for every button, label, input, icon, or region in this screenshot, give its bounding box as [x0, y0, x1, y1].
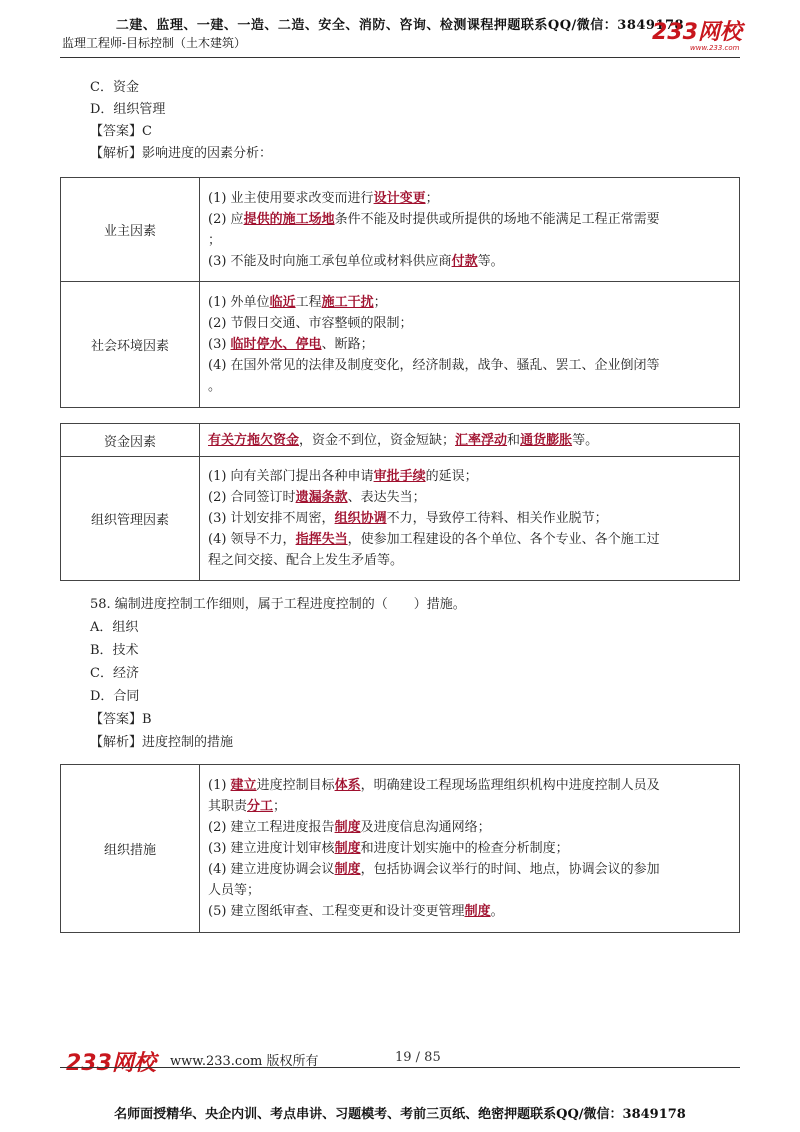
row-label: 组织管理因素 [61, 457, 200, 581]
content-line [208, 529, 733, 550]
text-segment: ； [208, 232, 222, 248]
content-line [208, 230, 733, 251]
q58-analysis: 【解析】进度控制的措施 [90, 735, 234, 750]
keyword-highlight: 临时停水、停电 [230, 337, 322, 352]
keyword-highlight: 制度 [334, 820, 361, 835]
text-segment: ，包括协调会议举行的时间、地点，协调会议的参加 [360, 862, 660, 877]
q58-question: 58. 编制进度控制工作细则，属于工程进度控制的（ ）措施。 [90, 597, 466, 612]
row-content [200, 178, 740, 282]
text-segment: 等。 [477, 253, 504, 269]
keyword-highlight: 审批手续 [373, 469, 426, 484]
content-line [208, 209, 733, 230]
table-row [61, 178, 740, 282]
keyword-highlight: 有关方拖欠资金 [208, 432, 300, 448]
text-segment: (1) 向有关部门提出各种申请 [208, 469, 374, 484]
content-line [208, 292, 733, 313]
text-segment: (3) 建立进度计划审核 [208, 841, 335, 856]
row-content [200, 457, 740, 581]
q58-option-b: B．技术 [90, 643, 139, 658]
content-line [208, 251, 733, 272]
table-row [61, 282, 740, 408]
content-line [208, 880, 733, 901]
keyword-highlight: 提供的施工场地 [243, 211, 335, 227]
footer-divider [60, 1067, 740, 1068]
text-segment: (4) 在国外常见的法律及制度变化，经济制裁，战争、骚乱、罢工、企业倒闭等 [208, 358, 660, 373]
row-content [200, 765, 740, 933]
keyword-highlight: 指挥失当 [295, 532, 348, 547]
content-line [208, 466, 733, 487]
keyword-highlight: 制度 [464, 904, 491, 919]
text-segment: 工程 [295, 295, 322, 310]
content-line [208, 901, 733, 922]
content-line [208, 796, 733, 817]
row-label: 资金因素 [61, 424, 200, 457]
row-label: 组织措施 [61, 765, 200, 933]
text-segment: (3) 计划安排不周密， [208, 511, 335, 526]
text-segment: (2) 应 [208, 211, 244, 227]
content-line [208, 859, 733, 880]
table-row [61, 765, 740, 933]
keyword-highlight: 分工 [247, 799, 274, 814]
text-segment: 进度控制目标 [256, 778, 335, 793]
table-row [61, 424, 740, 457]
text-segment: (3) [208, 337, 231, 352]
text-segment: 。 [490, 904, 504, 919]
text-segment: (1) [208, 778, 231, 793]
text-segment: (3) 不能及时向施工承包单位或材料供应商 [208, 253, 452, 269]
q58-answer: 【答案】B [90, 712, 152, 727]
content-line [208, 838, 733, 859]
text-segment: (2) 建立工程进度报告 [208, 820, 335, 835]
document-subtitle: 监理工程师-目标控制（土木建筑） [62, 36, 247, 50]
row-label: 业主因素 [61, 178, 200, 282]
text-segment: (1) 外单位 [208, 295, 270, 310]
text-segment: 人员等； [208, 883, 261, 898]
keyword-highlight: 通货膨胀 [520, 432, 573, 448]
text-segment: ； [373, 295, 387, 310]
brand-logo: 233网校 [652, 20, 742, 45]
footer-contact-line: 名师面授精华、央企内训、考点串讲、习题模考、考前三页纸、绝密押题联系QQ/微信：3849178 [114, 1107, 686, 1122]
content-line [208, 313, 733, 334]
q58-option-d: D．合同 [90, 689, 140, 704]
q57-analysis: 【解析】影响进度的因素分析： [90, 146, 273, 161]
content-line [208, 376, 733, 397]
text-segment: (2) 节假日交通、市容整顿的限制； [208, 316, 413, 331]
measures-table [60, 764, 740, 933]
text-segment: (2) 合同签订时 [208, 490, 296, 505]
content-line [208, 188, 733, 209]
content-line [208, 775, 733, 796]
text-segment: 的延误； [425, 469, 478, 484]
header-divider [60, 57, 740, 58]
footer-copyright: www.233.com 版权所有 [170, 1054, 319, 1069]
text-segment: 、断路； [321, 337, 374, 352]
keyword-highlight: 体系 [334, 778, 361, 793]
keyword-highlight: 组织协调 [334, 511, 387, 526]
page-number: 19 / 85 [395, 1050, 441, 1065]
row-content [200, 424, 740, 457]
content-line [208, 508, 733, 529]
keyword-highlight: 临近 [269, 295, 296, 310]
q57-answer: 【答案】C [90, 124, 152, 139]
q58-option-a: A．组织 [90, 620, 139, 635]
content-line [208, 817, 733, 838]
brand-logo-url: www.233.com [690, 44, 740, 52]
keyword-highlight: 建立 [230, 778, 257, 793]
text-segment: 程之间交接、配合上发生矛盾等。 [208, 553, 404, 568]
content-line [208, 355, 733, 376]
factors-table-2 [60, 423, 740, 581]
text-segment: ； [273, 799, 287, 814]
text-segment: 不力，导致停工待料、相关作业脱节； [386, 511, 608, 526]
content-line [208, 430, 733, 451]
text-segment: 和进度计划实施中的检查分析制度； [360, 841, 569, 856]
q57-option-c: C．资金 [90, 80, 139, 95]
keyword-highlight: 汇率浮动 [455, 432, 508, 448]
text-segment: ，使参加工程建设的各个单位、各个专业、各个施工过 [347, 532, 660, 547]
text-segment: 及进度信息沟通网络； [360, 820, 491, 835]
keyword-highlight: 施工干扰 [321, 295, 374, 310]
factors-table-1 [60, 177, 740, 408]
row-content [200, 282, 740, 408]
keyword-highlight: 制度 [334, 862, 361, 877]
text-segment: ，明确建设工程现场监理组织机构中进度控制人员及 [360, 778, 660, 793]
text-segment: (1) 业主使用要求改变而进行 [208, 190, 374, 206]
table-row [61, 457, 740, 581]
content-line [208, 487, 733, 508]
keyword-highlight: 设计变更 [373, 190, 426, 206]
q57-option-d: D．组织管理 [90, 102, 166, 117]
content-line [208, 550, 733, 571]
q58-option-c: C．经济 [90, 666, 139, 681]
text-segment: ，资金不到位，资金短缺； [299, 432, 456, 448]
text-segment: (5) 建立图纸审查、工程变更和设计变更管理 [208, 904, 465, 919]
footer-brand-logo: 233网校 [66, 1051, 156, 1076]
text-segment: 。 [208, 379, 222, 394]
header-contact-line: 二建、监理、一建、一造、二造、安全、消防、咨询、检测课程押题联系QQ/微信：3849178 [115, 18, 685, 33]
text-segment: 等。 [572, 432, 599, 448]
text-segment: (4) 建立进度协调会议 [208, 862, 335, 877]
text-segment: 和 [507, 432, 521, 448]
text-segment: 其职责 [208, 799, 248, 814]
text-segment: (4) 领导不力， [208, 532, 296, 547]
content-line [208, 334, 733, 355]
row-label: 社会环境因素 [61, 282, 200, 408]
text-segment: 、表达失当； [347, 490, 426, 505]
text-segment: 条件不能及时提供或所提供的场地不能满足工程正常需要 [334, 211, 660, 227]
text-segment: ； [425, 190, 439, 206]
keyword-highlight: 制度 [334, 841, 361, 856]
keyword-highlight: 付款 [451, 253, 478, 269]
keyword-highlight: 遗漏条款 [295, 490, 348, 505]
